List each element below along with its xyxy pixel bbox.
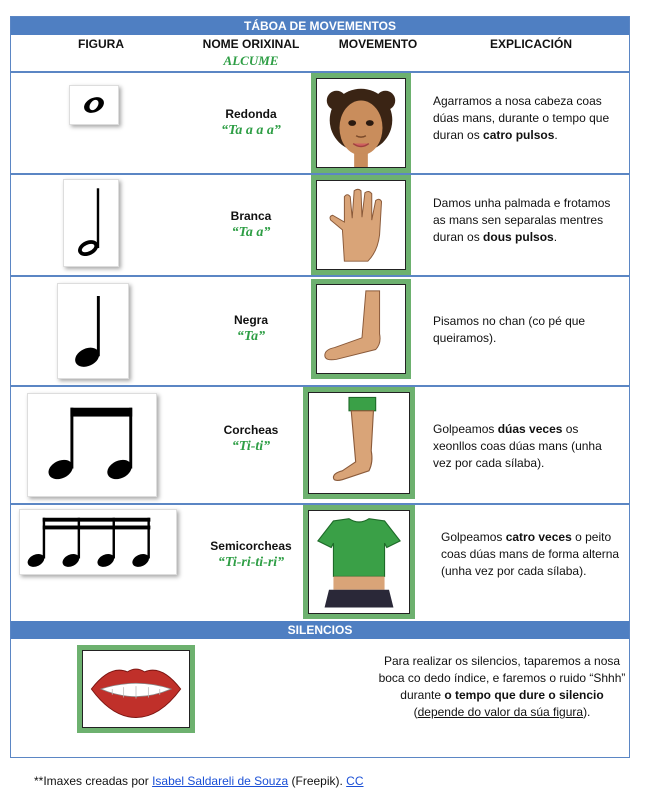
leg-icon: [303, 387, 415, 499]
author-link[interactable]: Isabel Saldareli de Souza: [152, 774, 289, 788]
silencios-explanation: Para realizar os silencios, taparemos a nosa boca co dedo índice, e faremos o ruido “Shhh” durante o tempo que dure o silencio (depende do valor da súa figura).: [378, 654, 626, 719]
credits: **Imaxes creadas por Isabel Saldareli de Souza (Freepik). CC: [34, 774, 364, 788]
silencios-row: [11, 639, 629, 759]
figure-name-label: Semicorcheas: [210, 539, 292, 553]
header-figura: FIGURA: [78, 37, 124, 51]
figure-syllables: “Ta”: [236, 329, 266, 344]
silencios-title: SILENCIOS: [11, 621, 629, 639]
sixteenth-notes-icon: [19, 509, 177, 575]
whole-note-icon: [69, 85, 119, 125]
figure-name-label: Branca: [230, 209, 272, 223]
lips-icon: [77, 645, 195, 733]
explanation: Agarramos a nosa cabeza coas dúas mans, durante o tempo que duran os catro pulsos.: [433, 94, 610, 142]
face-icon: [311, 73, 411, 173]
figure-syllables: “Ti-ri-ti-ri”: [217, 555, 285, 570]
foot-icon: [311, 279, 411, 379]
explanation: Golpeamos dúas veces os xeonllos coas dúas mans (unha vez por cada sílaba).: [433, 422, 602, 470]
quarter-note-icon: [57, 283, 129, 379]
license-link[interactable]: CC: [346, 774, 364, 788]
movements-table: [10, 16, 630, 758]
figure-name: [171, 209, 331, 241]
figure-name-label: Negra: [233, 313, 268, 327]
header-nome-orixinal: NOME ORIXINAL: [202, 37, 300, 51]
header-alcume: ALCUME: [223, 53, 279, 68]
table-row: [11, 73, 629, 173]
eighth-notes-icon: [27, 393, 157, 497]
figure-syllables: “Ti-ti”: [231, 439, 271, 454]
table-title: TÁBOA DE MOVEMENTOS: [11, 17, 629, 35]
figure-name-label: Redonda: [225, 107, 277, 121]
chest-icon: [303, 505, 415, 619]
figure-name: [171, 313, 331, 345]
figure-syllables: “Ta a”: [231, 225, 271, 240]
hand-icon: [311, 175, 411, 275]
table-row: [11, 505, 629, 619]
header-movemento: MOVEMENTO: [338, 37, 418, 51]
explanation: Damos unha palmada e frotamos as mans sen separalas mentres duran os dous pulsos.: [433, 196, 611, 244]
figure-syllables: “Ta a a a”: [221, 123, 281, 138]
explanation: Golpeamos catro veces o peito coas dúas mans de forma alterna (unha vez por cada sílaba).: [441, 530, 620, 578]
table-row: [11, 277, 629, 385]
half-note-icon: [63, 179, 119, 267]
table-row: [11, 387, 629, 503]
figure-name-label: Corcheas: [223, 423, 279, 437]
explanation: Pisamos no chan (co pé que queiramos).: [433, 314, 586, 345]
figure-name: [171, 107, 331, 139]
table-row: [11, 175, 629, 275]
header-explicacion: EXPLICACIÓN: [489, 37, 572, 51]
